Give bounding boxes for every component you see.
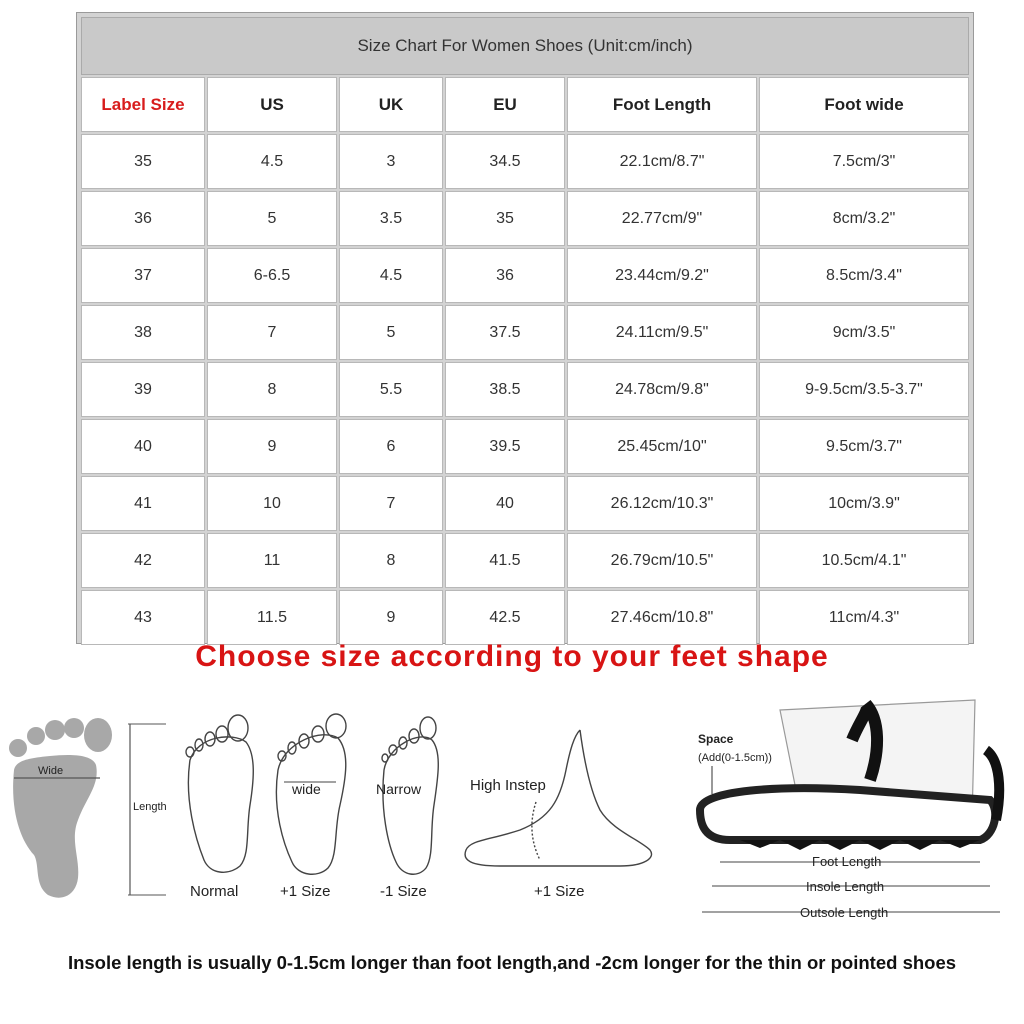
table-cell: 37.5 [445,305,565,360]
table-cell: 24.78cm/9.8" [567,362,757,417]
table-cell: 7.5cm/3" [759,134,969,189]
wide-label: Wide [38,765,64,777]
table-cell: 35 [81,134,205,189]
column-header: Foot Length [567,77,757,132]
high-instep-size-label: +1 Size [534,883,585,900]
table-cell: 27.46cm/10.8" [567,590,757,645]
column-header: EU [445,77,565,132]
table-cell: 4.5 [339,248,443,303]
table-cell: 8.5cm/3.4" [759,248,969,303]
table-cell: 4.5 [207,134,337,189]
space-add-label: (Add(0-1.5cm)) [698,752,772,764]
table-cell: 36 [81,191,205,246]
high-instep-foot-icon [465,730,651,866]
table-cell: 8 [339,533,443,588]
narrow-label: Narrow [376,781,422,797]
table-cell: 25.45cm/10" [567,419,757,474]
table-cell: 6-6.5 [207,248,337,303]
table-cell: 8 [207,362,337,417]
outsole-length-label: Outsole Length [800,905,889,920]
table-cell: 7 [207,305,337,360]
table-cell: 5 [207,191,337,246]
table-cell: 42.5 [445,590,565,645]
table-cell: 9 [207,419,337,474]
table-cell: 10 [207,476,337,531]
column-header: Foot wide [759,77,969,132]
table-cell: 8cm/3.2" [759,191,969,246]
table-cell: 3 [339,134,443,189]
table-cell: 34.5 [445,134,565,189]
table-cell: 35 [445,191,565,246]
table-cell: 40 [81,419,205,474]
wide-foot-label: wide [292,781,321,797]
table-cell: 5 [339,305,443,360]
table-cell: 11 [207,533,337,588]
table-cell: 5.5 [339,362,443,417]
space-label: Space [698,732,734,746]
table-cell: 26.79cm/10.5" [567,533,757,588]
table-cell: 41 [81,476,205,531]
table-cell: 9-9.5cm/3.5-3.7" [759,362,969,417]
table-cell: 11.5 [207,590,337,645]
table-cell: 41.5 [445,533,565,588]
table-cell: 39.5 [445,419,565,474]
footprint-icon [9,718,112,898]
insole-length-label: Insole Length [806,879,885,894]
table-cell: 40 [445,476,565,531]
foot-length-label: Foot Length [812,854,882,869]
table-cell: 23.44cm/9.2" [567,248,757,303]
normal-foot-icon [186,715,253,872]
length-label: Length [133,801,167,813]
table-cell: 26.12cm/10.3" [567,476,757,531]
table-cell: 10cm/3.9" [759,476,969,531]
footnote: Insole length is usually 0-1.5cm longer than foot length,and -2cm longer for the thin or pointed shoes [67,952,957,973]
column-header: Label Size [81,77,205,132]
column-header: US [207,77,337,132]
table-cell: 36 [445,248,565,303]
plus-one-label: +1 Size [280,883,331,900]
table-cell: 22.77cm/9" [567,191,757,246]
column-header: UK [339,77,443,132]
table-cell: 11cm/4.3" [759,590,969,645]
normal-label: Normal [190,883,239,900]
table-cell: 9 [339,590,443,645]
table-cell: 7 [339,476,443,531]
table-cell: 6 [339,419,443,474]
headline: Choose size according to your feet shape [195,640,829,673]
table-cell: 37 [81,248,205,303]
shoe-cross-section-icon [700,700,999,850]
high-instep-label: High Instep [470,777,546,794]
table-cell: 9.5cm/3.7" [759,419,969,474]
chart-title: Size Chart For Women Shoes (Unit:cm/inch) [81,17,969,75]
table-cell: 39 [81,362,205,417]
table-cell: 22.1cm/8.7" [567,134,757,189]
table-cell: 38.5 [445,362,565,417]
table-cell: 38 [81,305,205,360]
table-cell: 42 [81,533,205,588]
table-cell: 24.11cm/9.5" [567,305,757,360]
table-cell: 43 [81,590,205,645]
size-chart [76,12,974,644]
feet-illustrations [0,690,1024,940]
table-cell: 3.5 [339,191,443,246]
table-cell: 9cm/3.5" [759,305,969,360]
minus-one-label: -1 Size [380,883,427,900]
table-cell: 10.5cm/4.1" [759,533,969,588]
